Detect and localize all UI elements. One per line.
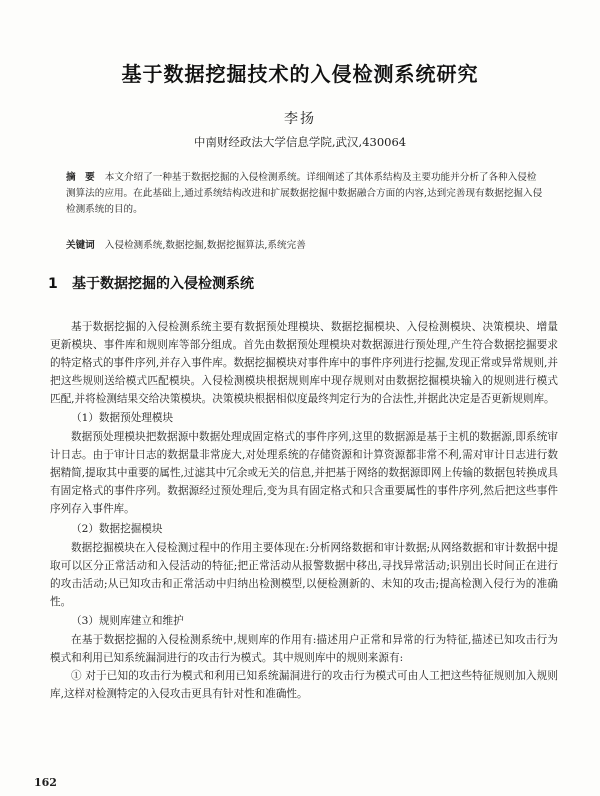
paragraph: 在基于数据挖掘的入侵检测系统中,规则库的作用有:描述用户正常和异常的行为特征,描述已知攻击行为模式和利用已知系统漏洞进行的攻击行为模式。其中规则库中的规则来源有: xyxy=(50,634,558,664)
subsection-heading: （3）规则库建立和维护 xyxy=(71,615,184,627)
paragraph: 数据预处理模块把数据源中数据处理成固定格式的事件序列,这里的数据源是基于主机的数据源,即系统审计日志。由于审计日志的数据量非常庞大,对处理系统的存储资源和计算资源都非常不利,需对审计日志进行数据精简,提取其中重要的属性,过滤其中冗余或无关的信息,并把基于网络的数据源即网上传输的数据包转换成具有固定格式的事件序列。数据源经过预处理后,变为具有固定格式和只含重要属性的事件序列,然后把这些事件序列存入事件库。 xyxy=(50,431,559,515)
paragraph: ① 对于已知的攻击行为模式和利用已知系统漏洞进行的攻击行为模式可由人工把这些特征规则加入规则库,这样对检测特定的入侵攻击更具有针对性和准确性。 xyxy=(50,670,558,700)
section-number: 1 xyxy=(48,276,58,292)
subsection-heading: （2）数据挖掘模块 xyxy=(71,523,163,535)
keywords-text: 入侵检测系统,数据挖掘,数据挖掘算法,系统完善 xyxy=(104,240,306,251)
section-heading xyxy=(48,273,558,293)
author-affiliation: 中南财经政法大学信息学院,武汉,430064 xyxy=(193,135,407,149)
abstract xyxy=(66,170,544,218)
abstract-label: 摘 要 xyxy=(66,172,95,183)
paragraph: 基于数据挖掘的入侵检测系统主要有数据预处理模块、数据挖掘模块、入侵检测模块、决策模块、增量更新模块、事件库和规则库等部分组成。首先由数据预处理模块对数据源进行预处理,产生符合数据挖掘要求的特定格式的事件序列,并存入事件库。数据挖掘模块对事件库中的事件序列进行挖掘,发现正常或异常规则,并把这些规则送给模式匹配模块。入侵检测模块根据规则库中现存规则对由数据挖掘模块输入的规则进行模式匹配,并将检测结果交给决策模块。决策模块根据相似度最终判定行为的合法性,并据此决定是否更新规则库。 xyxy=(50,321,559,405)
subsection-heading: （1）数据预处理模块 xyxy=(71,412,174,424)
body-text xyxy=(50,318,558,703)
section-title: 基于数据挖掘的入侵检测系统 xyxy=(72,276,254,292)
author-name: 李扬 xyxy=(284,111,316,127)
keywords-label: 关键词 xyxy=(66,240,95,251)
page-number: 162 xyxy=(34,776,57,789)
abstract-text: 本文介绍了一种基于数据挖掘的入侵检测系统。详细阐述了其体系结构及主要功能并分析了各种入侵检测算法的应用。在此基础上,通过系统结构改进和扩展数据挖掘中数据融合方面的内容,达到完善现有数据挖掘入侵检测系统的目的。 xyxy=(66,172,543,215)
paper-title: 基于数据挖掘技术的入侵检测系统研究 xyxy=(121,62,479,86)
paragraph: 数据挖掘模块在入侵检测过程中的作用主要体现在:分析网络数据和审计数据;从网络数据和审计数据中提取可以区分正常活动和入侵活动的特征;把正常活动从报警数据中移出,寻找异常活动;识别出长时间正在进行的攻击活动;从已知攻击和正常活动中归纳出检测模型,以便检测新的、未知的攻击;提高检测入侵行为的准确性。 xyxy=(50,542,558,608)
keywords xyxy=(66,238,544,254)
